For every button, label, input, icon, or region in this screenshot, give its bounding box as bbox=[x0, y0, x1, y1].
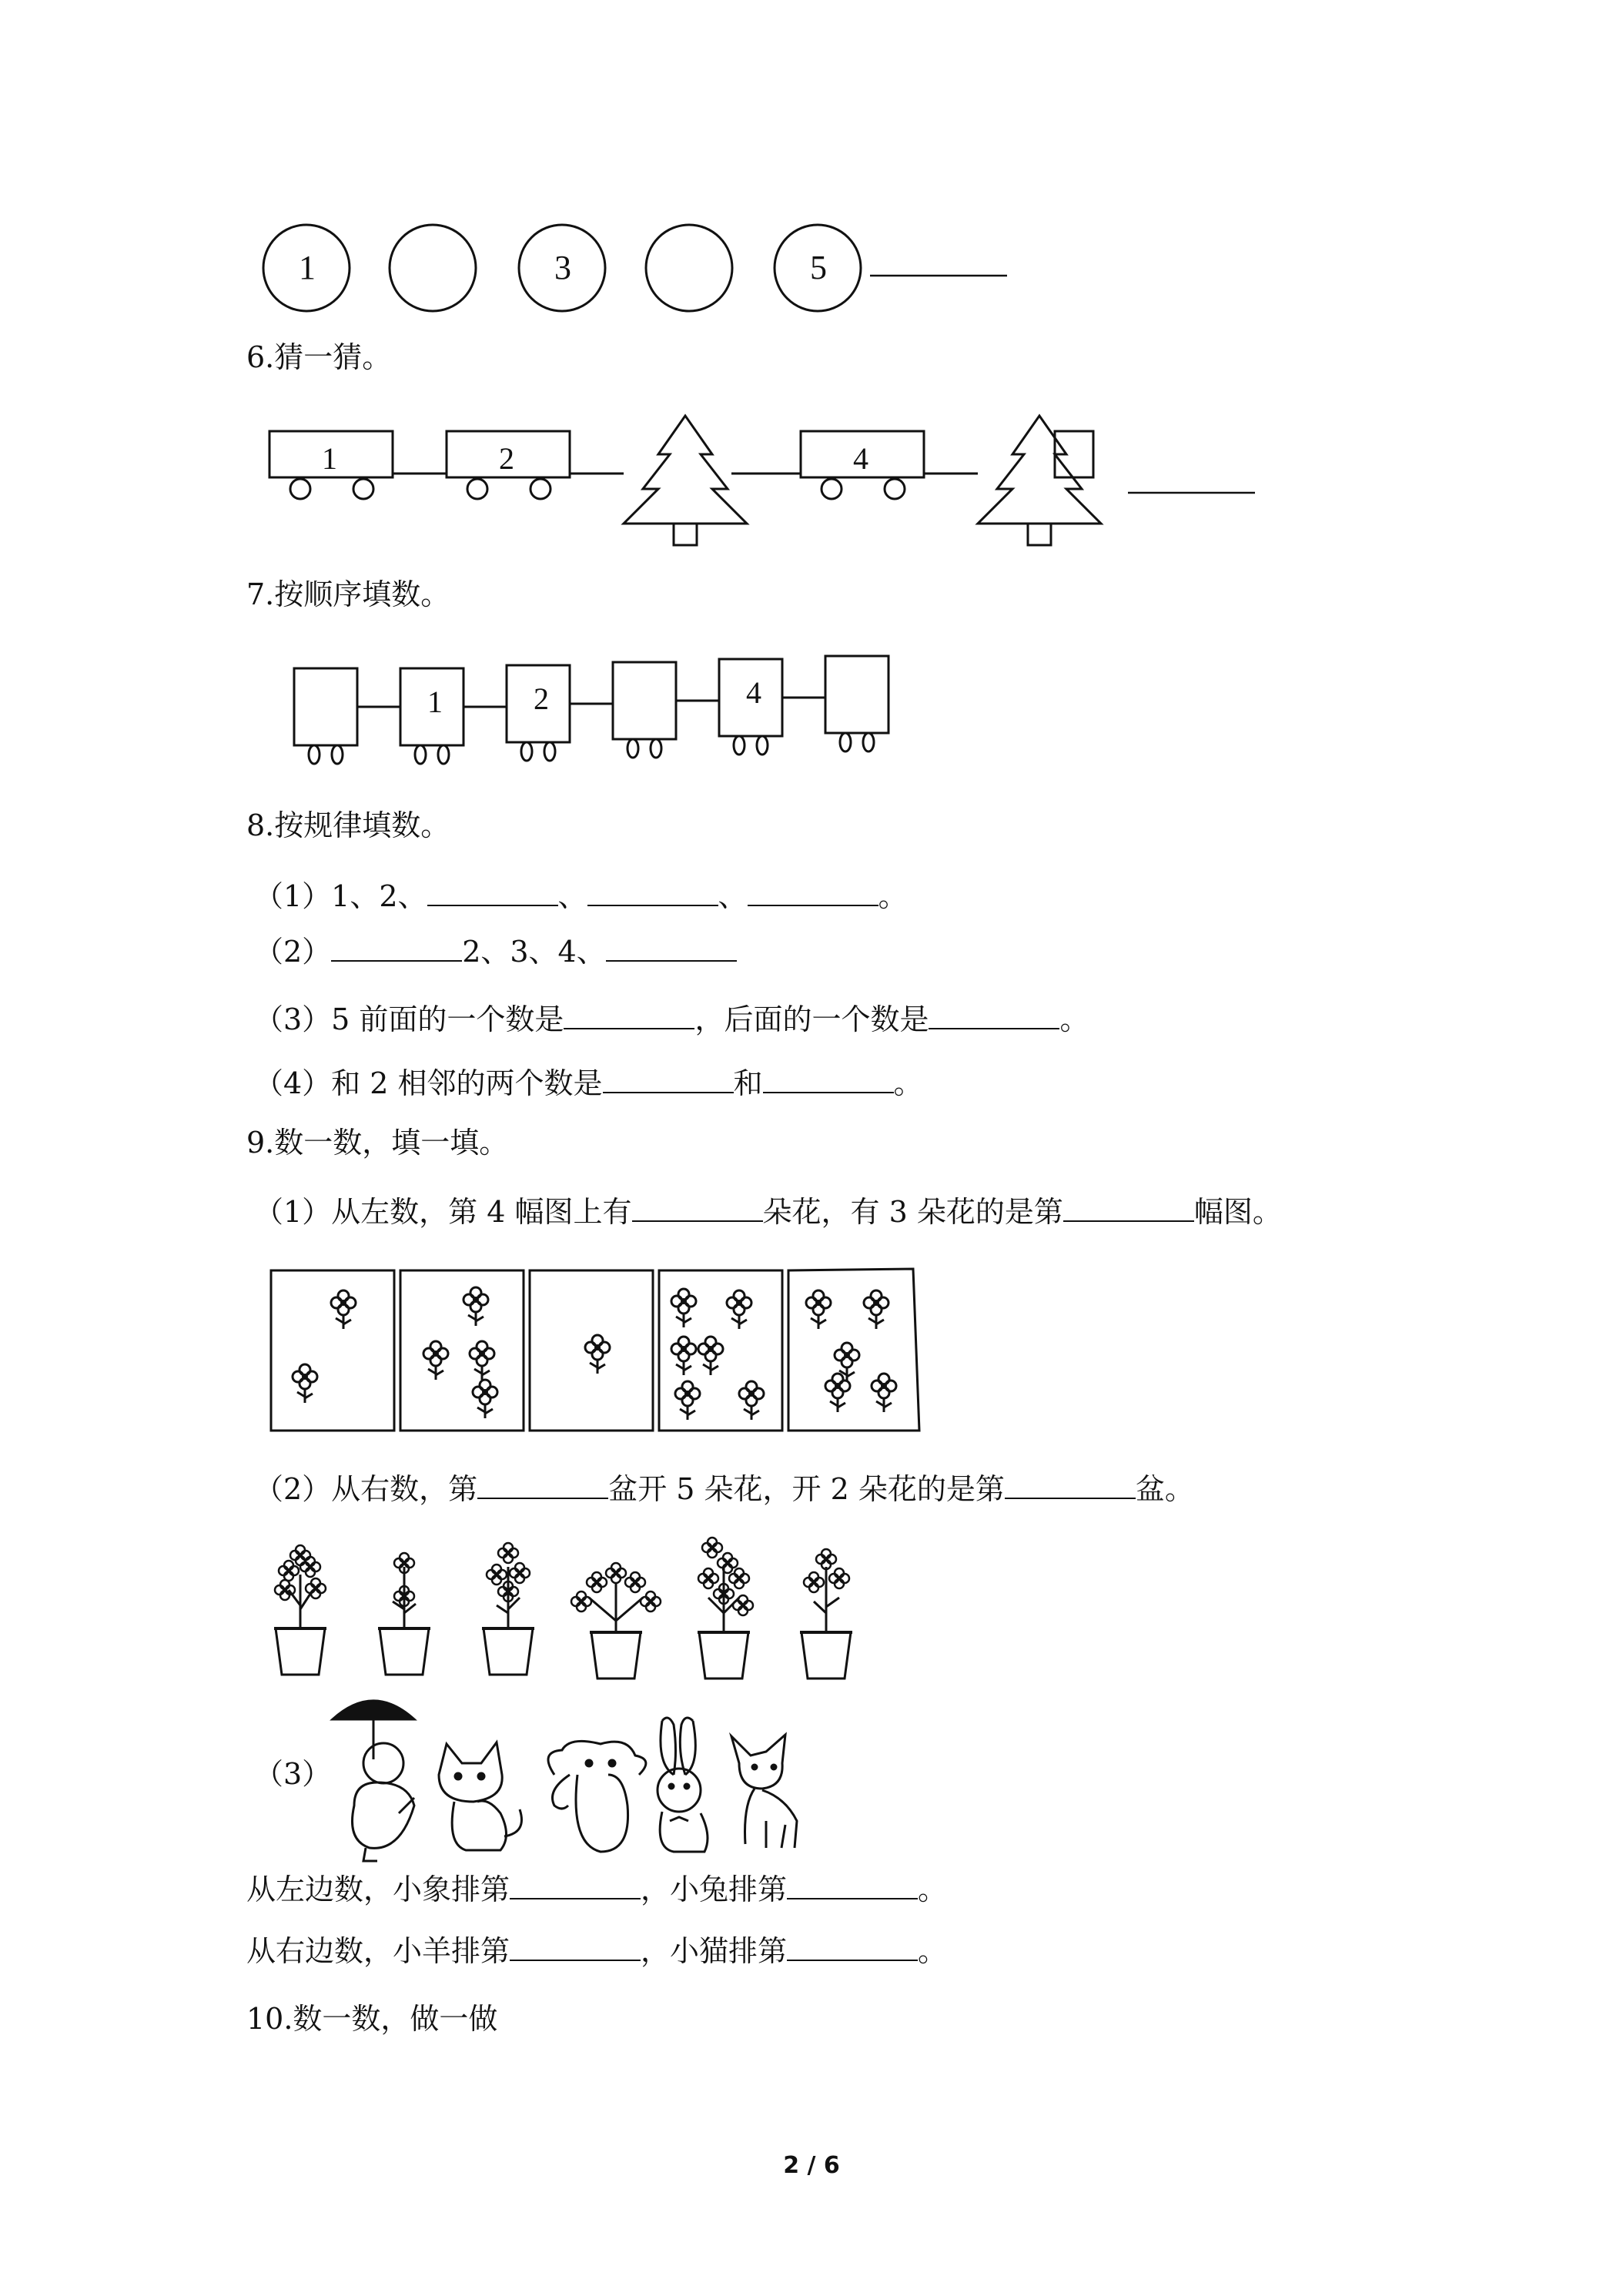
answer-blank[interactable] bbox=[510, 1872, 641, 1899]
answer-blank[interactable] bbox=[763, 1066, 894, 1093]
answer-blank[interactable] bbox=[787, 1872, 918, 1899]
answer-blank[interactable] bbox=[564, 1002, 694, 1029]
answer-blank[interactable] bbox=[632, 1194, 763, 1222]
answer-blank[interactable] bbox=[929, 1002, 1059, 1029]
answer-blank[interactable] bbox=[748, 879, 878, 906]
circle-value-1: 1 bbox=[299, 249, 316, 286]
animal-row bbox=[323, 1690, 824, 1867]
answer-blank[interactable] bbox=[1063, 1194, 1194, 1222]
question-8-title: 8.按规律填数。 bbox=[246, 808, 450, 842]
box-number-2: 2 bbox=[534, 681, 549, 716]
page-number: 2 / 6 bbox=[783, 2152, 840, 2179]
car-number-2: 2 bbox=[499, 441, 514, 476]
box-number-4: 4 bbox=[746, 675, 761, 710]
train-tree-pattern bbox=[262, 408, 1278, 547]
question-10-title: 10.数一数，做一做 bbox=[246, 2002, 498, 2036]
answer-blank[interactable] bbox=[427, 879, 558, 906]
q9-part3-line1: 从左边数，小象排第 ，小兔排第 。 bbox=[246, 1873, 948, 1906]
car-number-4: 4 bbox=[853, 441, 868, 476]
flower-pots bbox=[266, 1536, 882, 1690]
answer-blank[interactable] bbox=[477, 1471, 608, 1499]
car-number-1: 1 bbox=[322, 441, 337, 476]
q9-part3-label: （3） bbox=[254, 1757, 332, 1791]
number-circle-row bbox=[254, 219, 1024, 320]
train-boxes bbox=[285, 654, 916, 770]
question-9-title: 9.数一数，填一填。 bbox=[246, 1126, 509, 1160]
question-7-title: 7.按顺序填数。 bbox=[246, 577, 450, 611]
answer-blank[interactable] bbox=[606, 934, 737, 962]
answer-blank[interactable] bbox=[510, 1933, 641, 1961]
q8-part3: （3）5 前面的一个数是 ，后面的一个数是 。 bbox=[254, 1002, 1089, 1036]
q8-part2: （2） 2、3、4、 bbox=[254, 933, 737, 970]
answer-blank[interactable] bbox=[587, 879, 718, 906]
answer-blank[interactable] bbox=[603, 1066, 734, 1093]
q8-part1: （1）1、2、 、 、 。 bbox=[254, 879, 908, 913]
box-number-1: 1 bbox=[427, 684, 443, 719]
answer-blank[interactable] bbox=[331, 934, 462, 962]
q8-part4: （4）和 2 相邻的两个数是 和 。 bbox=[254, 1066, 923, 1100]
answer-blank[interactable] bbox=[787, 1933, 918, 1961]
question-6-title: 6.猜一猜。 bbox=[246, 340, 392, 374]
circle-value-5: 5 bbox=[810, 249, 827, 286]
q9-part2: （2）从右数，第 盆开 5 朵花，开 2 朵花的是第 盆。 bbox=[254, 1472, 1194, 1506]
answer-blank[interactable] bbox=[1005, 1471, 1136, 1499]
q9-part3-line2: 从右边数，小羊排第 ，小猫排第 。 bbox=[246, 1934, 948, 1968]
circle-value-3: 3 bbox=[554, 249, 571, 286]
flower-panels bbox=[268, 1263, 922, 1440]
q9-part1: （1）从左数，第 4 幅图上有 朵花，有 3 朵花的是第 幅图。 bbox=[254, 1195, 1282, 1229]
